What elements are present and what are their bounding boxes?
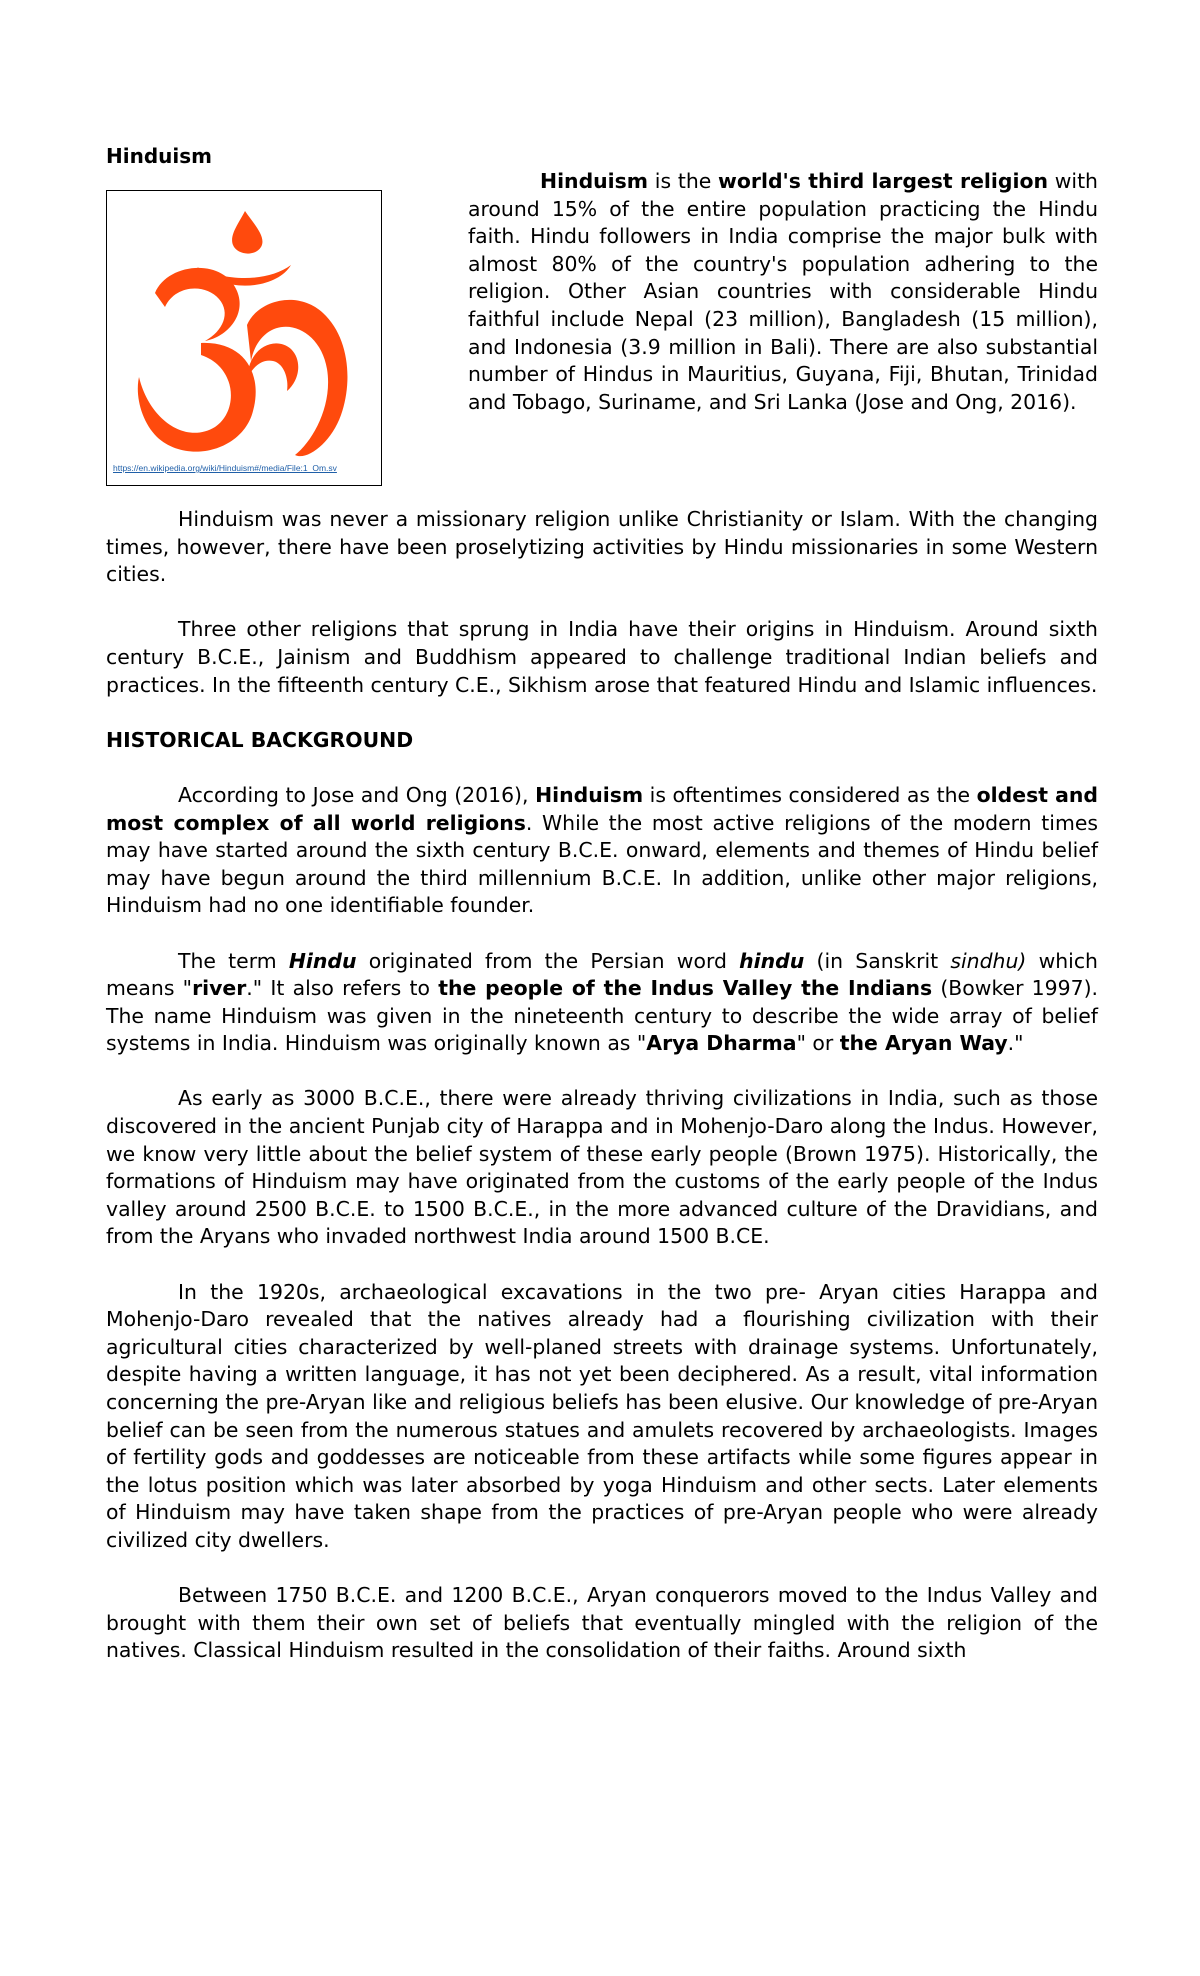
bold-term: world's third largest religion: [718, 169, 1048, 193]
text-run: (in Sanskrit: [804, 948, 951, 973]
bold-term: the Aryan Way: [839, 1031, 1008, 1056]
bold-term: Hinduism: [540, 169, 649, 193]
text-run: originated from the Persian word: [356, 948, 740, 973]
bold-term: Hinduism: [535, 782, 644, 807]
intro-paragraph: [468, 168, 1098, 416]
bold-term: Arya Dharma: [646, 1031, 797, 1056]
document-title: Hinduism: [106, 144, 212, 168]
italic-term: sindhu): [950, 948, 1027, 973]
body-text: [106, 506, 1098, 1693]
bold-italic-term: hindu: [739, 948, 805, 973]
text-run: . While the most active religions of the modern times may have started around the sixth century B.C.E. onward, elements and themes of Hindu belief may have begun around the third millennium B.C.E. In addition, unlike other major religions, Hinduism had no one identifiable founder.: [106, 810, 1098, 918]
text-run: with around 15% of the entire population practicing the Hindu faith. Hindu followers in India comprise the major bulk with almost 80% of the country's population adhering to the religion. Other Asian countries with considerable Hindu faithful include Nepal (23 million), Bangladesh (15 million), and Indonesia (3.9 million in Bali). There are also substantial number of Hindus in Mauritius, Guyana, Fiji, Bhutan, Trinidad and Tobago, Suriname, and Sri Lanka (Jose and Ong, 2016).: [468, 169, 1098, 414]
text-run: " or: [796, 1031, 840, 1056]
figure-caption-link[interactable]: https://en.wikipedia.org/wiki/Hinduism#/media/File:1_Om.sv: [113, 463, 337, 473]
text-run: According to Jose and Ong (2016),: [178, 782, 536, 807]
paragraph-missionary: Hinduism was never a missionary religion unlike Christianity or Islam. With the changing times, however, there have been proselytizing activities by Hindu missionaries in some Western cities.: [106, 507, 1098, 587]
paragraph-other-religions: Three other religions that sprung in India have their origins in Hinduism. Around sixth century B.C.E., Jainism and Buddhism appeared to challenge traditional Indian beliefs and practices. In the fifteenth century C.E., Sikhism arose that featured Hindu and Islamic influences.: [106, 617, 1098, 697]
text-run: which means ": [106, 948, 1098, 1001]
bold-term: oldest and most complex of all world religions: [106, 782, 1098, 835]
paragraph-aryan-conquerors: Between 1750 B.C.E. and 1200 B.C.E., Aryan conquerors moved to the Indus Valley and brought with them their own set of beliefs that eventually mingled with the religion of the natives. Classical Hinduism resulted in the consolidation of their faiths. Around sixth: [106, 1583, 1098, 1663]
bold-term: the people of the Indus Valley the Indians: [438, 976, 933, 1001]
paragraph-oldest-religion: [106, 782, 1098, 920]
om-figure: [106, 190, 382, 486]
paragraph-early-civilizations: As early as 3000 B.C.E., there were already thriving civilizations in India, such as those discovered in the ancient Punjab city of Harappa and in Mohenjo-Daro along the Indus. However, we know very little about the belief system of these early people (Brown 1975). Historically, the formations of Hinduism may have originated from the customs of the early people of the Indus valley around 2500 B.C.E. to 1500 B.C.E., in the more advanced culture of the Dravidians, and from the Aryans who invaded northwest India around 1500 B.CE.: [106, 1086, 1098, 1249]
text-run: is oftentimes considered as the: [643, 782, 977, 807]
section-heading-historical: HISTORICAL BACKGROUND: [106, 727, 414, 752]
text-run: (Bowker 1997). The name Hinduism was given in the nineteenth century to describe the wide array of belief systems in India. Hinduism was originally known as ": [106, 976, 1099, 1056]
text-run: is the: [648, 169, 719, 193]
bold-term: river: [192, 976, 247, 1001]
text-run: The term: [178, 948, 289, 973]
paragraph-excavations: In the 1920s, archaeological excavations in the two pre- Aryan cities Harappa and Mohenjo-Daro revealed that the natives already had a flourishing civilization with their agricultural cities characterized by well-planed streets with drainage systems. Unfortunately, despite having a written language, it has not yet been deciphered. As a result, vital information concerning the pre-Aryan like and religious beliefs has been elusive. Our knowledge of pre-Aryan belief can be seen from the numerous statues and amulets recovered by archaeologists. Images of fertility gods and goddesses are noticeable from these artifacts while some figures appear in the lotus position which was later absorbed by yoga Hinduism and other sects. Later elements of Hinduism may have taken shape from the practices of pre-Aryan people who were already civilized city dwellers.: [106, 1279, 1098, 1552]
paragraph-term-hindu: [106, 948, 1098, 1058]
text-run: .": [1007, 1031, 1024, 1056]
text-run: ." It also refers to: [246, 976, 439, 1001]
om-symbol-icon: [127, 205, 367, 465]
bold-italic-term: Hindu: [288, 948, 357, 973]
